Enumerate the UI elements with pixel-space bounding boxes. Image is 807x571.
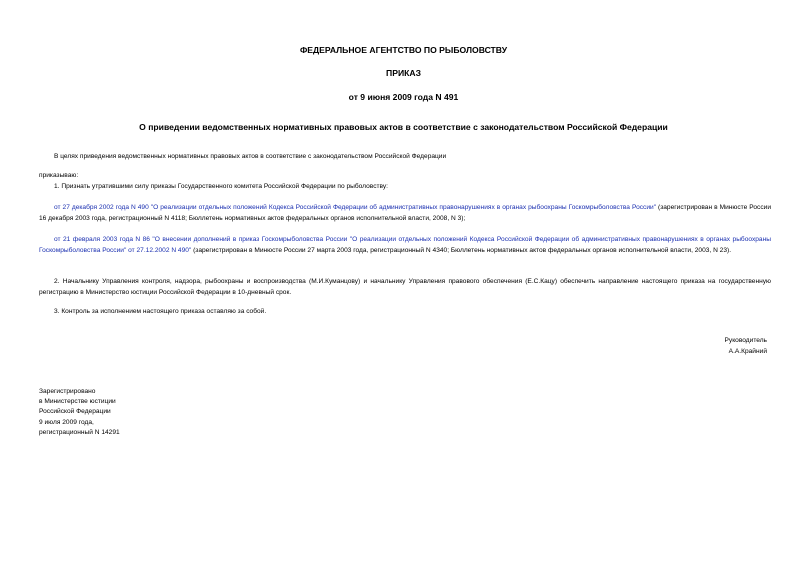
signature-position: Руководитель — [724, 337, 767, 344]
item-1-text: 1. Признать утратившими силу приказы Государственного комитета Российской Федерации по рыболовству: — [54, 183, 389, 190]
registration-line: в Министерстве юстиции — [39, 398, 116, 405]
document-title: О приведении ведомственных нормативных правовых актов в соответствие с законодательством Российской Федерации — [139, 122, 668, 132]
registration-line: регистрационный N 14291 — [39, 429, 120, 436]
registration-line: Российской Федерации — [39, 408, 111, 415]
intro-text: В целях приведения ведомственных нормативных правовых актов в соответствие с законодательством Российской Федерации — [54, 153, 447, 160]
doc-type-heading: ПРИКАЗ — [386, 68, 421, 78]
registration-line: 9 июля 2009 года, — [39, 419, 94, 426]
date-number-heading: от 9 июня 2009 года N 491 — [348, 92, 459, 102]
reference-1-details: (зарегистрирован в Минюсте России 16 декабря 2003 года, регистрационный N 4118; Бюллетень нормативных актов федеральных органов исполнительной власти, 2008, N 3); — [39, 204, 772, 222]
reference-2-link[interactable]: от 21 февраля 2003 года N 86 "О внесении дополнений в приказ Госкомрыболовства России "О реализации отдельных положений Кодекса Российской Федерации об административных правонарушениях в органах рыбоохраны Госкомрыболовства России" от 27.12.2002 N 490" — [39, 236, 771, 254]
order-word: приказываю: — [39, 172, 79, 179]
item-2-text: 2. Начальнику Управления контроля, надзора, рыбоохраны и воспроизводства (М.И.Куманцову) и начальнику Управления правового обеспечения (Е.С.Кацу) обеспечить направление настоящего приказа на государственную регистрацию в Министерство юстиции Российской Федерации в 10-дневный срок. — [39, 278, 771, 296]
reference-1-link[interactable]: от 27 декабря 2002 года N 490 "О реализации отдельных положений Кодекса Российской Федерации об административных правонарушениях в органах рыбоохраны Госкомрыболовства России" — [54, 204, 657, 211]
reference-2-details: (зарегистрирован в Минюсте России 27 марта 2003 года, регистрационный N 4340; Бюллетень нормативных актов федеральных органов исполнительной власти, 2003, N 23). — [191, 247, 732, 254]
reference-1 — [39, 202, 771, 224]
agency-heading: ФЕДЕРАЛЬНОЕ АГЕНТСТВО ПО РЫБОЛОВСТВУ — [299, 45, 508, 55]
item-3-text: 3. Контроль за исполнением настоящего приказа оставляю за собой. — [54, 308, 267, 315]
reference-2 — [39, 234, 771, 256]
signature-name: А.А.Крайний — [728, 348, 767, 355]
registration-line: Зарегистрировано — [39, 388, 96, 395]
